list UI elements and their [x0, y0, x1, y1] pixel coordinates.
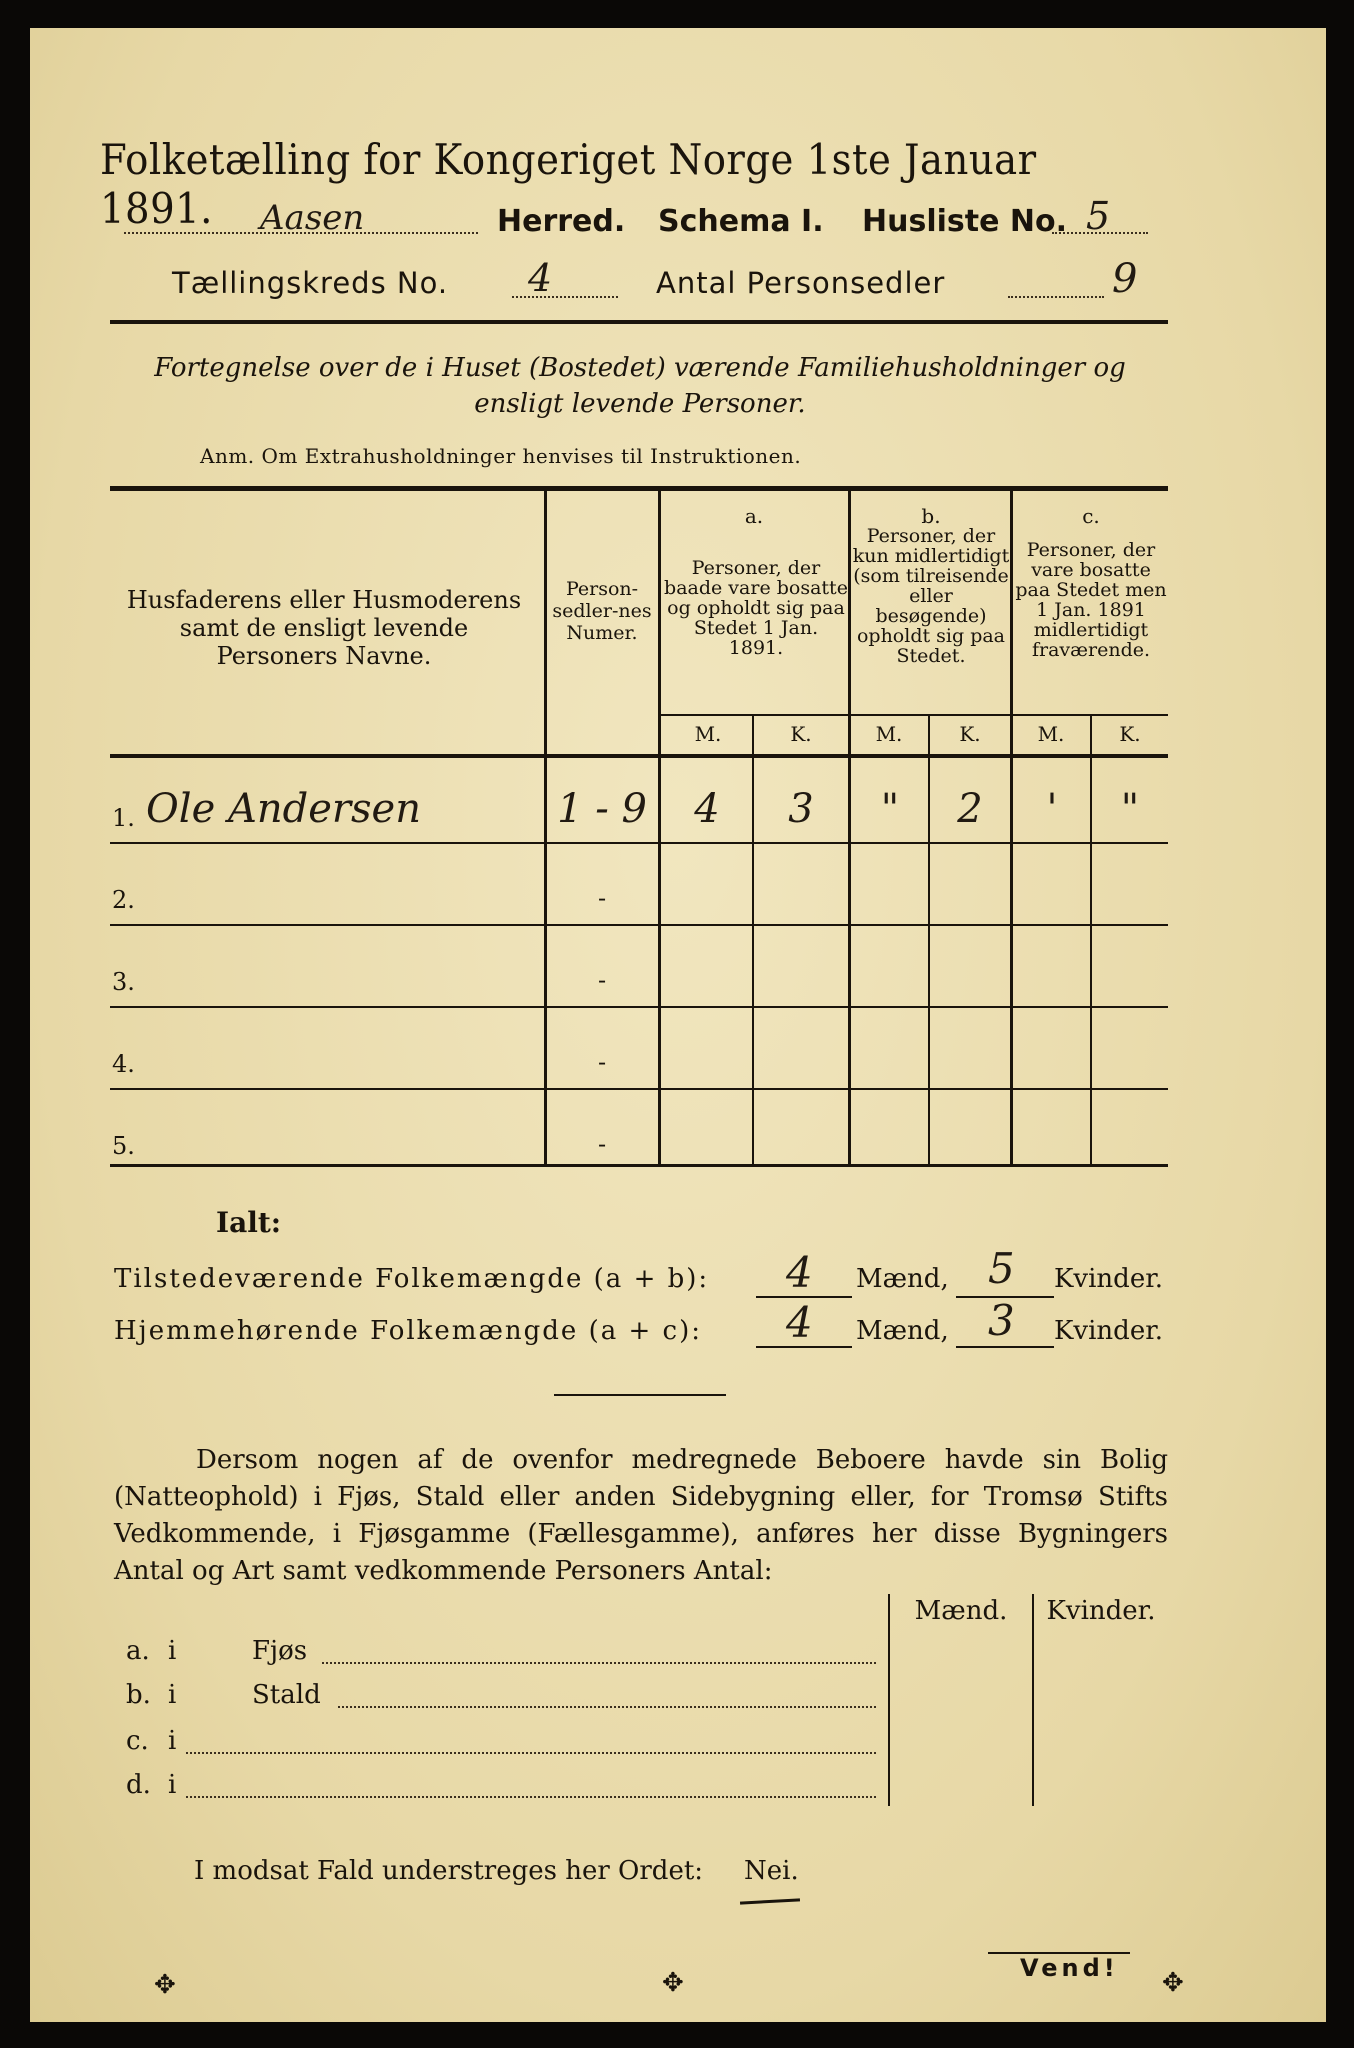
cell-bk: 2: [957, 786, 983, 832]
antal-label: Antal Personsedler: [656, 266, 946, 300]
totals-line2-kvinder-rule: [956, 1346, 1054, 1348]
footer-prefix: I modsat Fald understreges her Ordet:: [194, 1856, 704, 1886]
col-c-header: Personer, der vare bosatte paa Stedet men 1 Jan. 1891 midlertidigt fraværende.: [1015, 539, 1167, 661]
totals-line2-kvinder: 3: [988, 1296, 1015, 1345]
vend-label: Vend!: [1020, 1954, 1119, 1982]
table-vline-b-mk: [928, 716, 930, 1166]
totals-line1-label: Tilstedeværende Folkemængde (a + b):: [114, 1264, 710, 1294]
building-letter: d.: [126, 1770, 151, 1800]
building-label: Stald: [252, 1680, 321, 1710]
row-rule: [110, 1088, 1168, 1090]
col-c-letter: c.: [1082, 504, 1100, 528]
herred-label: Herred.: [497, 204, 626, 239]
antal-value: 9: [1112, 256, 1138, 302]
table-mk-rule: [660, 714, 1168, 716]
totals-line1-maend: 4: [786, 1248, 813, 1297]
arrow-mark-icon: ✥: [154, 1970, 176, 2000]
col-name-header: Husfaderens eller Husmoderens samt de ensligt levende Personers Navne.: [126, 586, 522, 670]
buildings-paragraph: Dersom nogen af de ovenfor medregnede Beboere havde sin Bolig (Natteophold) i Fjøs, Stald eller anden Sidebygning eller, for Tromsø Stifts Vedkommende, i Fjøsgamme (Fællesgamme), anføres her disse Bygningers Antal og Art samt vedkommende Personers Antal:: [114, 1445, 1168, 1586]
row-rule: [110, 842, 1168, 844]
col-c-m: M.: [1037, 722, 1065, 746]
col-b-k: K.: [959, 722, 981, 746]
arrow-mark-icon: ✥: [1162, 1968, 1184, 1998]
totals-line2-kvinder-word: Kvinder.: [1054, 1316, 1164, 1346]
building-prefix: i: [168, 1680, 177, 1710]
totals-ialt: Ialt:: [216, 1206, 282, 1239]
row-number: 3.: [112, 968, 135, 996]
totals-line2-label: Hjemmehørende Folkemængde (a + c):: [114, 1316, 702, 1346]
table-vline-1: [544, 490, 547, 1166]
kreds-value: 4: [528, 256, 553, 300]
cell-num: -: [597, 1130, 607, 1158]
cell-ak: 3: [788, 786, 814, 832]
footer-word: Nei.: [744, 1856, 799, 1886]
row-number: 1.: [112, 804, 135, 832]
totals-line2-maend-word: Mænd,: [856, 1316, 949, 1346]
col-c-k: K.: [1119, 722, 1141, 746]
col-num-header: Person-sedler-nes Numer.: [552, 578, 652, 644]
intro-description: Fortegnelse over de i Huset (Bostedet) værende Familiehusholdninger og ensligt levende Personer.: [154, 353, 1126, 419]
cell-ck: ": [1120, 786, 1140, 832]
row-number: 2.: [112, 886, 135, 914]
cell-cm: ': [1046, 786, 1058, 832]
totals-line1-maend-word: Mænd,: [856, 1264, 949, 1294]
col-b-m: M.: [875, 722, 903, 746]
row-rule: [110, 1006, 1168, 1008]
building-label: Fjøs: [252, 1636, 308, 1666]
buildings-col-kvinder: Kvinder.: [1046, 1596, 1156, 1626]
col-a-m: M.: [694, 722, 722, 746]
col-b-header: Personer, der kun midlertidigt (som tilreisende eller besøgende) opholdt sig paa Stedet.: [852, 525, 1010, 667]
col-b-letter: b.: [921, 504, 941, 528]
husliste-label: Husliste No.: [862, 204, 1067, 239]
totals-line1-kvinder-word: Kvinder.: [1054, 1264, 1164, 1294]
building-letter: b.: [126, 1680, 151, 1710]
table-vline-c-mk: [1090, 716, 1092, 1166]
table-vline-2: [658, 490, 661, 1166]
schema-label: Schema I.: [658, 204, 824, 239]
building-prefix: i: [168, 1726, 177, 1756]
arrow-mark-icon: ✥: [662, 1968, 684, 1998]
building-dotted-line: [338, 1706, 876, 1708]
building-prefix: i: [168, 1770, 177, 1800]
census-form: [30, 28, 1326, 2022]
col-a-header: Personer, der baade vare bosatte og opholdt sig paa Stedet 1 Jan. 1891.: [664, 557, 848, 659]
row-number: 4.: [112, 1050, 135, 1078]
building-letter: a.: [126, 1636, 150, 1666]
row-name: Ole Andersen: [146, 786, 421, 832]
building-dotted-line: [322, 1662, 876, 1664]
cell-num: -: [597, 966, 607, 994]
table-vline-3: [848, 490, 851, 1166]
cell-num: -: [597, 1048, 607, 1076]
building-prefix: i: [168, 1636, 177, 1666]
building-letter: c.: [126, 1726, 149, 1756]
antal-dotted-line: [1008, 296, 1104, 298]
row-rule: [110, 924, 1168, 926]
col-a-letter: a.: [744, 504, 764, 528]
totals-line2-maend: 4: [786, 1298, 813, 1347]
row-number: 5.: [112, 1132, 135, 1160]
building-dotted-line: [186, 1796, 876, 1798]
cell-am: 4: [694, 786, 720, 832]
cell-num: 1 - 9: [557, 786, 647, 832]
buildings-col-maend: Mænd.: [914, 1596, 1008, 1626]
col-a-k: K.: [790, 722, 812, 746]
husliste-value: 5: [1086, 194, 1111, 238]
table-vline-4: [1010, 490, 1013, 1166]
form-title: Folketælling for Kongeriget Norge 1ste Januar 1891.: [100, 135, 1037, 233]
kreds-label: Tællingskreds No.: [172, 266, 449, 300]
herred-value: Aasen: [260, 198, 365, 238]
separator-rule: [554, 1394, 726, 1396]
intro-note: Anm. Om Extrahusholdninger henvises til Instruktionen.: [200, 444, 802, 468]
cell-bm: ": [880, 786, 900, 832]
table-vline-a-mk: [752, 716, 754, 1166]
totals-line1-kvinder: 5: [988, 1244, 1015, 1293]
cell-num: -: [597, 884, 607, 912]
header-rule: [110, 320, 1168, 324]
building-dotted-line: [186, 1752, 876, 1754]
